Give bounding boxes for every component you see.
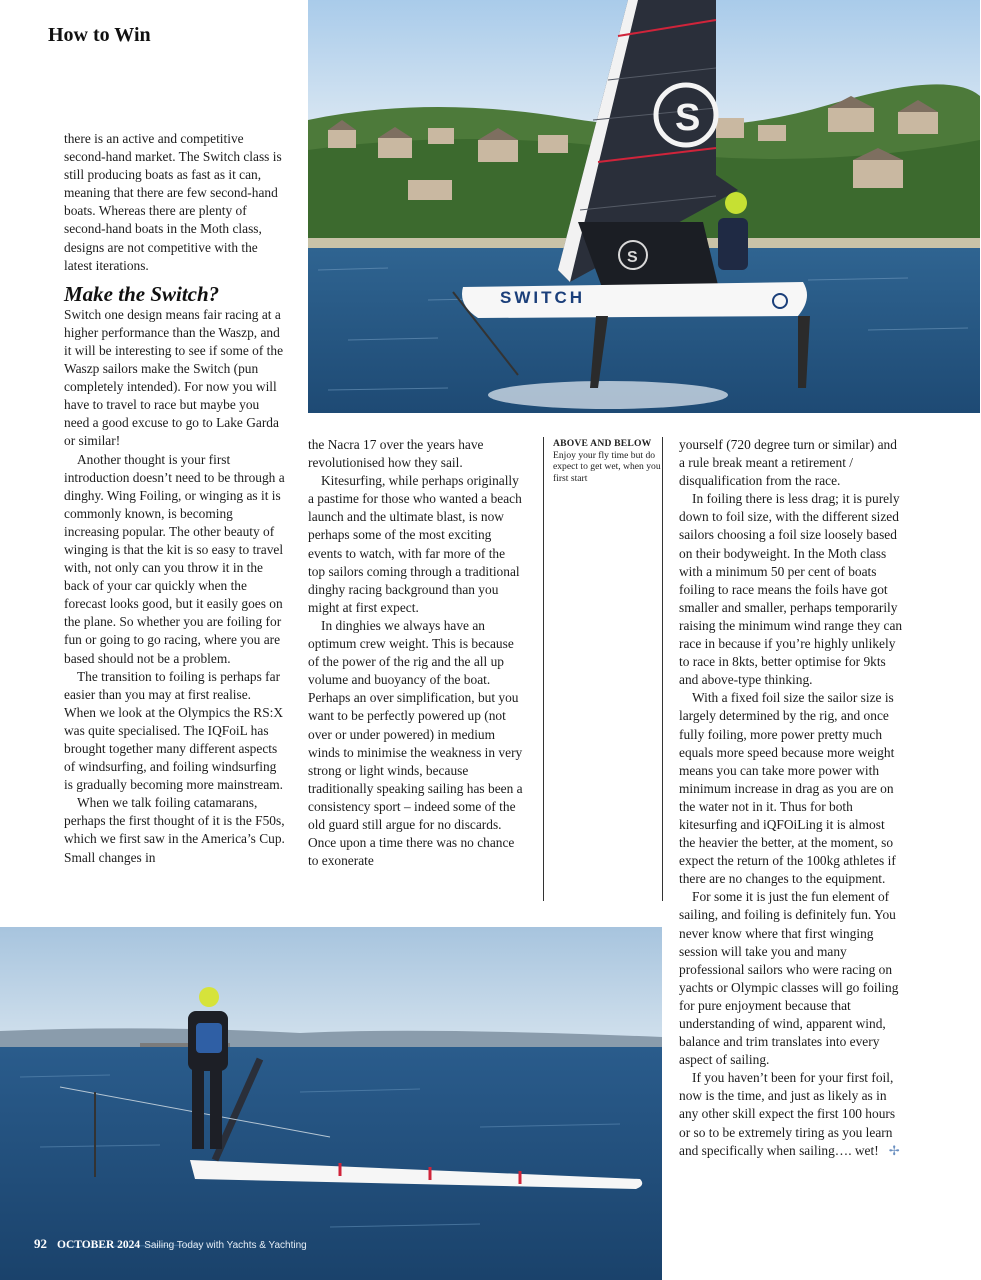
column1-paragraph: Another thought is your first introduction doesn’t need to be through a dinghy. Wing Foiling, or winging as it is commonly known, is becoming increasing popular. The other beauty of winging is that the kit is so easy to travel with, not only can you throw it in the back of your car quickly when the forecast looks good, but it easily goes on the plane. So whether you are foiling for fun or going to go racing, where you are based should not be a problem. — [64, 451, 285, 666]
article-column-2 — [308, 436, 523, 870]
column1-paragraph: The transition to foiling is perhaps far easier than you may at first realise. When we look at the Olympics the RS:X was quite specialised. The IQFoiL has brought together many different aspects of windsurfing, and foiling windsurfing is gradually becoming more mainstream. — [64, 668, 284, 793]
caption-rule-right — [662, 437, 663, 901]
column2-paragraph: In dinghies we always have an optimum crew weight. This is because of the power of the rig and the all up volume and buoyancy of the boat. Perhaps an over simplification, but you want to be perfectly powered up (not over or under powered) in medium winds to minimise the weakness in very strong or light winds, because traditionally speaking sailing has been a consistency sport – indeed some of the old guard still argue for no discards. Once upon a time there was no chance to exonerate — [308, 617, 523, 869]
column3-paragraph — [679, 1069, 904, 1159]
column3-paragraph: With a fixed foil size the sailor size is largely determined by the rig, and once fully foiling, more power pretty much equals more speed because more weight means you can take more power with minimum increase in drag as you are on the water not in it. Thus for both kitesurfing and iQFOiLing it is almost the heavier the better, at the moment, so expect the return of the 100kg athletes if there are no changes to the equipment. — [679, 690, 896, 887]
end-of-article-icon: ✢ — [888, 1142, 900, 1158]
column3-paragraph: For some it is just the fun element of sailing, and foiling is definitely fun. You never know where that first winging session will take you and many professional sailors who were racing on yachts or Olympic classes will go foiling for pure enjoyment because that understanding of wind, apparent wind, balance and trim translates into every aspect of sailing. — [679, 889, 899, 1068]
caption-text: Enjoy your fly time but do expect to get wet, when you first start — [553, 449, 661, 484]
article-column-1 — [64, 130, 286, 867]
hull-logo: SWITCH — [500, 288, 586, 307]
photo-foiling-switch-graphic — [308, 0, 980, 413]
closing-paragraph-text: If you haven’t been for your first foil, now is the time, and just as likely as in any other skill expect the first 100 hours or so to be extremely tiring as you learn and specifically when sailing…. wet! — [679, 1070, 896, 1158]
deck-logo: S — [627, 249, 638, 266]
caption-heading: ABOVE AND BELOW — [553, 438, 652, 449]
photo-capsized-foiler — [0, 927, 662, 1280]
sail-logo: S — [675, 97, 701, 139]
column3-paragraph: yourself (720 degree turn or similar) and a rule break meant a retirement / disqualification from the race. — [679, 437, 897, 489]
subheading-make-the-switch: Make the Switch? — [64, 281, 220, 306]
page-number: 92 — [34, 1236, 47, 1251]
column3-paragraph: In foiling there is less drag; it is purely down to foil size, with the different sized sailors choosing a foil size loosely based on their bodyweight. In the Moth class with a minimum 50 per cent of boats foiling to race means the foils have got smaller and smaller, perhaps temporarily raising the minimum wind range they can race in because if you’re highly unlikely to race in 8kts, better optimise for 9kts and above-type thinking. — [679, 491, 903, 688]
column1-paragraph: When we talk foiling catamarans, perhaps the first thought of it is the F50s, which we first saw in the America’s Cup. Small changes in — [64, 795, 285, 865]
caption-rule-left — [543, 437, 544, 901]
photo-foiling-switch — [308, 0, 980, 413]
page-footer — [34, 1236, 307, 1252]
column2-paragraph: the Nacra 17 over the years have revolutionised how they sail. — [308, 437, 484, 471]
photo-caption — [553, 438, 663, 484]
magazine-name: Sailing Today with Yachts & Yachting — [144, 1240, 307, 1251]
issue-date: OCTOBER 2024 — [57, 1239, 141, 1251]
photo-capsized-foiler-graphic — [0, 927, 662, 1280]
column1-intro: there is an active and competitive second-hand market. The Switch class is still producing boats as fast as it can, meaning that there are few second-hand boats. Whereas there are plenty of second-hand boats in the Moth class, designs are not competitive with the latest iterations. — [64, 131, 282, 273]
article-column-3 — [679, 436, 904, 1160]
column1-paragraph: Switch one design means fair racing at a higher performance than the Waszp, and it will be interesting to see if some of the Waszp sailors make the Switch (pun completely intended). For now you will have to travel to race but maybe you need a good excuse to go to Lake Garda or similar! — [64, 306, 284, 449]
section-label: How to Win — [48, 24, 151, 46]
column2-paragraph: Kitesurfing, while perhaps originally a pastime for those who wanted a beach launch and the ultimate blast, is now perhaps some of the most exciting events to watch, with far more of the top sailors coming through a traditional dinghy racing background than you might at first expect. — [308, 473, 522, 615]
